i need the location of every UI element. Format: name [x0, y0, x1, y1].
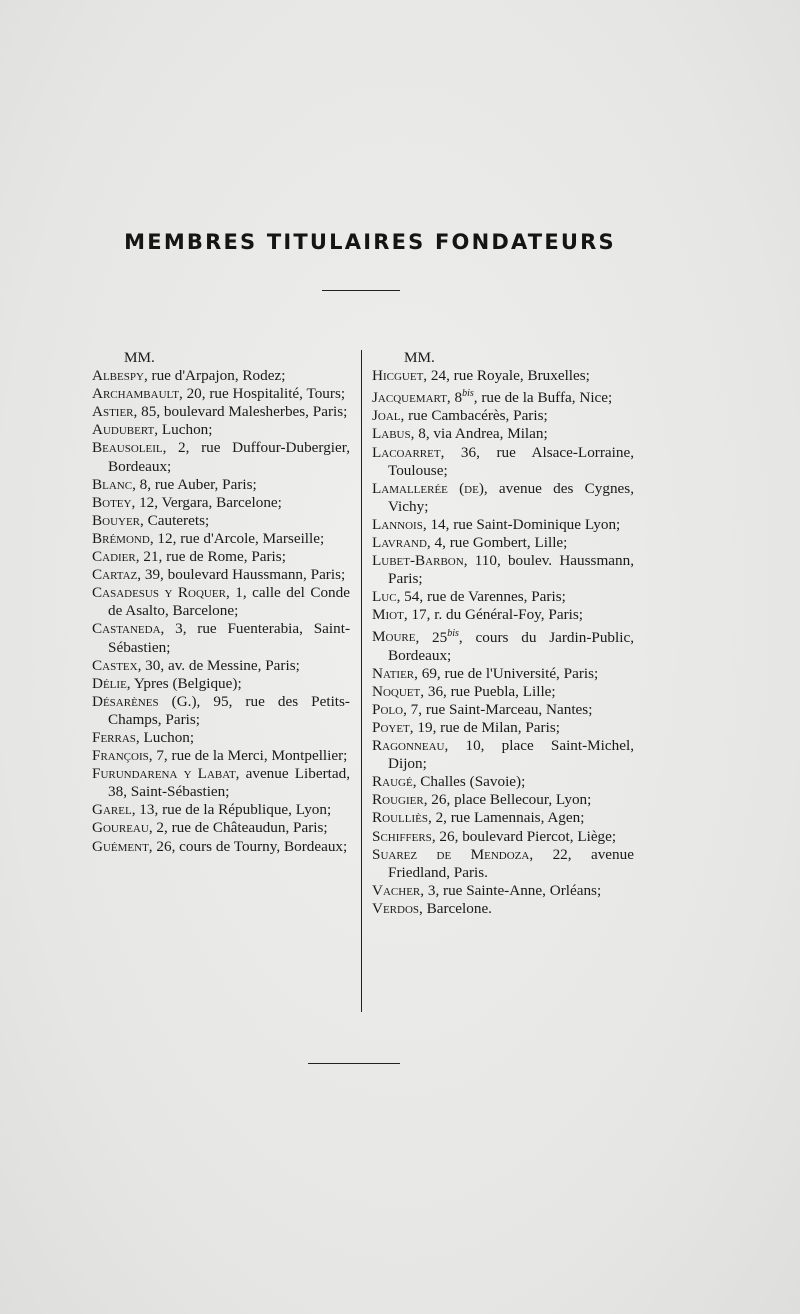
left-member-list: [92, 367, 350, 856]
member-name: Archambault: [92, 385, 179, 403]
member-name: Verdos: [372, 899, 420, 917]
member-name: Brémond: [92, 529, 150, 547]
member-name: Hicguet: [372, 367, 424, 385]
member-entry: [372, 828, 634, 846]
member-entry: [372, 588, 634, 606]
member-entry: [92, 620, 350, 656]
member-address: , 13, rue de la République, Lyon;: [131, 801, 332, 819]
member-name: Noquet: [372, 682, 421, 700]
member-name: Botey: [92, 493, 132, 511]
title-rule: [322, 290, 400, 291]
member-address: , 7, rue de la Merci, Montpellier;: [148, 747, 348, 765]
member-address: , 30, av. de Messine, Paris;: [137, 656, 300, 674]
member-name: Schiffers: [372, 827, 432, 845]
member-entry: [372, 683, 634, 701]
member-name: Guément: [92, 837, 149, 855]
member-name: Polo: [372, 700, 404, 718]
member-entry: [92, 801, 350, 819]
member-address: , 39, boulevard Haussmann, Paris;: [137, 566, 346, 584]
member-address: , 12, rue d'Arcole, Marseille;: [149, 529, 325, 547]
member-name: Labus: [372, 425, 411, 443]
member-address: , 69, rue de l'Université, Paris;: [414, 664, 599, 682]
member-entry: [372, 385, 634, 407]
member-entry: [372, 367, 634, 385]
member-name: Joal: [372, 407, 401, 425]
member-entry: [372, 719, 634, 737]
member-entry: [92, 584, 350, 620]
closing-rule: [308, 1063, 400, 1064]
member-address: , rue d'Arpajon, Rodez;: [143, 367, 286, 385]
member-address: , 2, rue Duffour-Dubergier, Bordeaux;: [108, 439, 350, 475]
member-entry: [372, 624, 634, 664]
member-address: , 10, place Saint-Michel, Dijon;: [388, 737, 634, 773]
member-entry: [92, 439, 350, 475]
right-member-list: [372, 367, 634, 918]
member-address: , Ypres (Belgique);: [126, 674, 242, 692]
member-address: , 20, rue Hospitalité, Tours;: [178, 385, 346, 403]
member-address: , 17, r. du Général-Foy, Paris;: [403, 606, 583, 624]
member-address: , 3, rue Fuenterabia, Saint-Sébastien;: [108, 620, 350, 656]
member-entry: [372, 900, 634, 918]
member-entry: [92, 512, 350, 530]
member-address: , Challes (Savoie);: [412, 773, 526, 791]
member-name: Cadier: [92, 548, 136, 566]
member-address: , 4, rue Gombert, Lille;: [426, 534, 568, 551]
member-name: Vacher: [372, 881, 421, 899]
member-name: Natier: [372, 664, 415, 682]
member-entry: [92, 675, 350, 693]
member-entry: [92, 765, 350, 801]
member-address: , avenue des Cygnes, Vichy;: [388, 479, 634, 515]
member-entry: [372, 809, 634, 827]
member-address: , Barcelone.: [419, 899, 492, 917]
member-name: Suarez de Mendoza: [372, 845, 530, 863]
member-entry: [92, 838, 350, 856]
member-name: Poyet: [372, 719, 410, 736]
member-entry: [92, 657, 350, 675]
member-entry: [92, 476, 350, 494]
member-entry: [372, 552, 634, 588]
member-address: , 8, via Andrea, Milan;: [410, 425, 548, 443]
member-entry: [92, 385, 350, 403]
member-name: Roulliès: [372, 809, 428, 827]
member-entry: [92, 819, 350, 837]
member-address: (G.), 95, rue des Petits-Champs, Paris;: [108, 692, 350, 728]
member-name: Castex: [92, 656, 138, 674]
member-name: Audubert: [92, 421, 155, 439]
member-name: Casadesus y Roquer: [92, 584, 226, 602]
member-name: Jacquemart: [372, 389, 447, 407]
member-address: , Luchon;: [154, 421, 213, 439]
column-divider: [361, 350, 362, 1012]
member-name: Beausoleil: [92, 439, 163, 457]
member-name: Astier: [92, 403, 134, 421]
right-column: [372, 349, 634, 918]
member-entry: [372, 534, 634, 552]
member-entry: [92, 548, 350, 566]
member-name: Désarènes: [92, 692, 159, 710]
member-entry: [372, 846, 634, 882]
member-entry: [372, 516, 634, 534]
member-entry: [92, 693, 350, 729]
member-address: , 36, rue Puebla, Lille;: [420, 682, 556, 700]
member-address: , 85, boulevard Malesherbes, Paris;: [133, 403, 348, 421]
member-address: , 3, rue Sainte-Anne, Orléans;: [420, 881, 602, 899]
member-address: , 8, rue Auber, Paris;: [132, 475, 257, 493]
member-name: Délie: [92, 674, 127, 692]
member-name: Garel: [92, 801, 132, 819]
member-name: Furundarena y Labat: [92, 765, 236, 783]
member-address: , 14, rue Saint-Dominique Lyon;: [422, 515, 621, 533]
member-name: Lubet-Barbon: [372, 552, 464, 570]
member-name: Lavrand: [372, 534, 427, 551]
member-address: , $8^{bis}$, rue de la Buffa, Nice;: [446, 388, 613, 407]
member-address: , 24, rue Royale, Bruxelles;: [423, 367, 590, 385]
member-address: , Cauterets;: [140, 511, 210, 529]
member-address: , Luchon;: [135, 728, 195, 746]
member-entry: [372, 444, 634, 480]
member-name: Bouyer: [92, 511, 141, 529]
member-address: , 110, boulev. Haussmann, Paris;: [388, 552, 634, 588]
member-entry: [92, 403, 350, 421]
right-column-header: MM.: [404, 349, 435, 366]
member-address: , 19, rue de Milan, Paris;: [409, 719, 560, 736]
member-address: , $25^{bis}$, cours du Jardin-Public, Bordeaux;: [388, 627, 635, 664]
member-entry: [372, 407, 634, 425]
member-entry: [372, 425, 634, 443]
member-name: Blanc: [92, 475, 133, 493]
member-address: , 26, boulevard Piercot, Liège;: [431, 827, 617, 845]
member-name: Miot: [372, 606, 404, 624]
member-name: Rougier: [372, 791, 424, 809]
member-name: Castaneda: [92, 620, 161, 638]
member-name: Ferras: [92, 728, 136, 746]
left-column: [92, 349, 350, 856]
member-address: , 7, rue Saint-Marceau, Nantes;: [403, 700, 593, 718]
member-name: Ragonneau: [372, 737, 445, 755]
member-name: Raugé: [372, 773, 413, 791]
member-entry: [372, 791, 634, 809]
member-name: Cartaz: [92, 566, 138, 584]
member-address: , rue Cambacérès, Paris;: [400, 407, 548, 425]
page-title: MEMBRES TITULAIRES FONDATEURS: [124, 230, 616, 254]
left-column-header: MM.: [124, 349, 155, 366]
member-name: Lannois: [372, 515, 423, 533]
member-address: , 1, calle del Conde de Asalto, Barcelone;: [108, 584, 350, 620]
member-address: , 2, rue Lamennais, Agen;: [427, 809, 585, 827]
member-entry: [92, 566, 350, 584]
member-name: Luc: [372, 588, 397, 606]
member-address: , 36, rue Alsace-Lorraine, Toulouse;: [388, 443, 634, 479]
member-entry: [92, 421, 350, 439]
member-entry: [92, 530, 350, 548]
member-entry: [92, 729, 350, 747]
member-entry: [372, 882, 634, 900]
member-entry: [372, 606, 634, 624]
member-name: François: [92, 747, 149, 765]
member-entry: [372, 701, 634, 719]
member-address: , 26, cours de Tourny, Bordeaux;: [148, 837, 348, 855]
member-entry: [372, 773, 634, 791]
member-entry: [372, 665, 634, 683]
member-entry: [372, 480, 634, 516]
member-name: Moure: [372, 628, 416, 646]
member-name: Albespy: [92, 367, 144, 385]
member-entry: [372, 737, 634, 773]
member-name: Goureau: [92, 819, 149, 837]
member-address: , 54, rue de Varennes, Paris;: [396, 588, 566, 606]
member-address: , 2, rue de Châteaudun, Paris;: [148, 819, 328, 837]
member-entry: [92, 747, 350, 765]
member-name: Lacoarret: [372, 443, 441, 461]
member-address: , 12, Vergara, Barcelone;: [131, 493, 282, 511]
member-entry: [92, 367, 350, 385]
member-address: , 26, place Bellecour, Lyon;: [423, 791, 592, 809]
member-address: , 21, rue de Rome, Paris;: [135, 548, 286, 566]
member-address: , 22, avenue Friedland, Paris.: [388, 845, 634, 881]
member-address: , avenue Libertad, 38, Saint-Sébastien;: [108, 765, 350, 801]
member-name: Lamallerée (de): [372, 479, 484, 497]
member-entry: [92, 494, 350, 512]
